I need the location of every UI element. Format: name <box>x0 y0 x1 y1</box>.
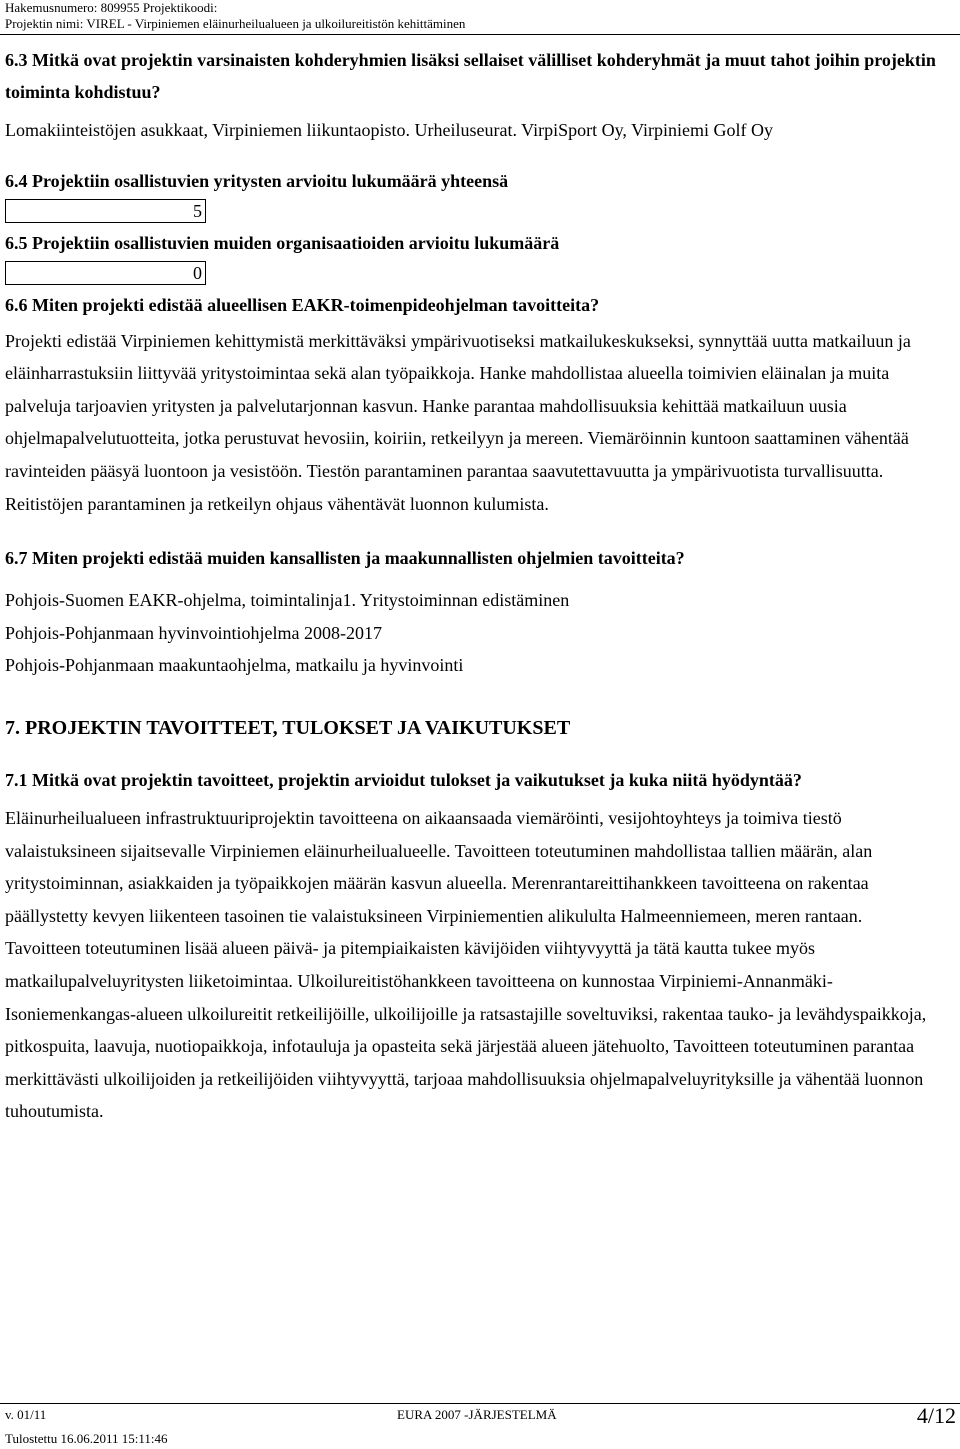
page-number: 4/12 <box>916 1403 956 1428</box>
answer-6-3: Lomakiinteistöjen asukkaat, Virpiniemen liikuntaopisto. Urheiluseurat. VirpiSport Oy, Virpiniemi Golf Oy <box>5 120 773 140</box>
project-name-line: Projektin nimi: VIREL - Virpiniemen eläinurheilualueen ja ulkoilureitistön kehittäminen <box>5 16 466 31</box>
answer-6-6: Projekti edistää Virpiniemen kehittymistä merkittäväksi ympärivuotiseksi matkailukeskukseksi, synnyttää uutta matkailuun ja eläinharrastuksiin liittyvää yritystoimintaa sekä alan työpaikkoja. Hanke mahdollistaa alueella toimivien eläinalan ja muita palveluja tarjoavien yritysten ja palvelutarjonnan kasvun. Hanke parantaa mahdollisuuksia kehittää matkailuun uusia ohjelmapalvelutuotteita, jotka perustuvat hevosiin, koiriin, retkeilyyn ja mereen. Viemäröinnin kuntoon saattaminen vähentää ravinteiden pääsyä luontoon ja vesistöön. Tiestön parantaminen parantaa saavutettavuutta ja ympärivuotista turvallisuutta. Reitistöjen parantaminen ja retkeilyn ohjaus vähentävät luonnon kulumista. <box>5 330 911 514</box>
organisations-count-field: 0 <box>5 261 206 285</box>
question-7-1: 7.1 Mitkä ovat projektin tavoitteet, projektin arvioidut tulokset ja vaikutukset ja kuka niitä hyödyntää? <box>5 769 802 790</box>
document-header <box>5 0 465 32</box>
print-timestamp: Tulostettu 16.06.2011 15:11:46 <box>5 1431 168 1446</box>
answer-6-7 <box>5 584 940 682</box>
answer-7-1: Eläinurheilualueen infrastruktuuriprojektin tavoitteena on aikaansaada viemäröinti, vesijohtoyhteys ja toimiva tiestö valaistuksineen sijaitsevalle Virpiniemen eläinurheilualueelle. Tavoitteen toteutuminen mahdollistaa tallien määrän, alan yritystoiminnan, asiakkaiden ja työpaikkojen määrän kasvun alueella. Merenrantareittihankkeen tavoitteena on rakentaa päällystetty kevyen liikenteen tasoinen tie valaistuksineen Virpiniementien alikululta Halmeenniemeen, meren rantaan. Tavoitteen toteutuminen lisää alueen päivä- ja pitempiaikaisten kävijöiden viihtyvyyttä ja tätä kautta tukee myös matkailupalveluyritysten liiketoimintaa. Ulkoilureitistöhankkeen tavoitteena on kunnostaa Virpiniemi-Annanmäki-Isoniemenkangas-alueen ulkoilureitit retkeilijöille, ulkoilijoille ja ratsastajille soveltuviksi, rakentaa tauko- ja levähdyspaikkoja, pitkospuita, laavuja, nuotiopaikkoja, infotauluja ja opasteita sekä järjestää alueen jätehuolto, Tavoitteen toteutuminen parantaa merkittävästi ulkoilijoiden ja retkeilijöiden viihtyvyyttä, tarjoaa mahdollisuuksia ohjelmapalveluyrityksille ja vähentää luonnon tuhoutumista. <box>5 807 927 1122</box>
programme-line: Pohjois-Pohjanmaan hyvinvointiohjelma 2008-2017 <box>5 622 382 643</box>
companies-count-field: 5 <box>5 199 206 223</box>
programme-line: Pohjois-Pohjanmaan maakuntaohjelma, matkailu ja hyvinvointi <box>5 655 464 676</box>
application-number-line: Hakemusnumero: 809955 Projektikoodi: <box>5 0 218 15</box>
document-footer <box>5 1403 956 1449</box>
form-version: v. 01/11 <box>5 1407 47 1422</box>
programme-line: Pohjois-Suomen EAKR-ohjelma, toimintalinja1. Yritystoiminnan edistäminen <box>5 590 570 611</box>
question-6-3: 6.3 Mitkä ovat projektin varsinaisten kohderyhmien lisäksi sellaiset välilliset kohderyhmät ja muut tahot joihin projektin toiminta kohdistuu? <box>5 50 936 102</box>
document-body <box>5 44 940 1128</box>
question-6-5: 6.5 Projektiin osallistuvien muiden organisaatioiden arvioitu lukumäärä <box>5 232 560 253</box>
header-rule <box>0 34 960 35</box>
question-6-7: 6.7 Miten projekti edistää muiden kansallisten ja maakunnallisten ohjelmien tavoitteita? <box>5 548 685 569</box>
question-6-6: 6.6 Miten projekti edistää alueellisen EAKR-toimenpideohjelman tavoitteita? <box>5 294 600 315</box>
section-7-heading: 7. PROJEKTIN TAVOITTEET, TULOKSET JA VAIKUTUKSET <box>5 716 571 739</box>
question-6-4: 6.4 Projektiin osallistuvien yritysten arvioitu lukumäärä yhteensä <box>5 170 509 191</box>
system-name: EURA 2007 -JÄRJESTELMÄ <box>397 1407 557 1422</box>
